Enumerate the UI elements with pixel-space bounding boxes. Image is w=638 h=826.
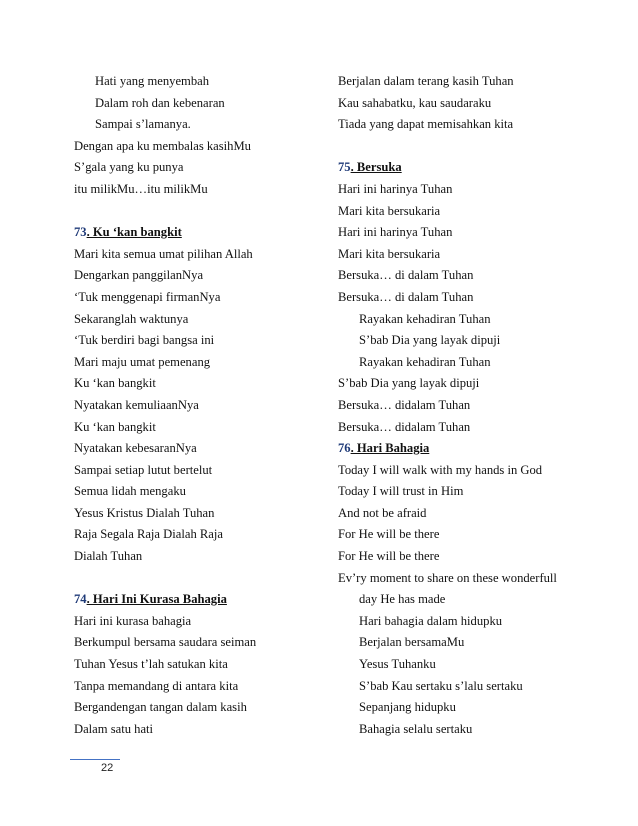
left-column — [74, 71, 329, 740]
lyric-line: Today I will trust in Him — [338, 484, 464, 499]
lyric-line: For He will be there — [338, 527, 440, 542]
lyric-line: Dalam satu hati — [74, 721, 154, 736]
lyric-line: Sampai setiap lutut bertelut — [74, 462, 213, 477]
song-title-text: . Hari Ini Kurasa Bahagia — [86, 592, 227, 607]
lyric-line: Today I will walk with my hands in God — [338, 462, 543, 477]
lyric-line: Mari kita bersukaria — [338, 246, 441, 261]
lyric-line: Mari kita semua umat pilihan Allah — [74, 246, 253, 261]
lyric-line: Bersuka… di dalam Tuhan — [338, 268, 474, 283]
lyric-line: Hari ini harinya Tuhan — [338, 225, 453, 240]
lyric-line: Hari ini kurasa bahagia — [74, 613, 192, 628]
lyric-line: Tiada yang dapat memisahkan kita — [338, 117, 514, 132]
lyric-line: Dalam roh dan kebenaran — [95, 95, 225, 110]
lyric-line: S’bab Kau sertaku s’lalu sertaku — [359, 678, 523, 693]
lyric-line: Semua lidah mengaku — [74, 484, 186, 499]
footer-divider — [70, 759, 120, 760]
lyric-line: day He has made — [359, 592, 446, 607]
lyric-line: ‘Tuk berdiri bagi bangsa ini — [74, 333, 215, 348]
lyric-line: Nyatakan kemuliaanNya — [74, 397, 199, 412]
lyric-line: Sampai s’lamanya. — [95, 117, 191, 132]
right-column — [338, 71, 608, 740]
lyric-line: Berjalan bersamaMu — [359, 635, 465, 650]
lyric-line: Ev’ry moment to share on these wonderfull — [338, 570, 557, 585]
song-number: 74 — [74, 592, 87, 607]
lyric-line: Hari ini harinya Tuhan — [338, 181, 453, 196]
lyric-line: And not be afraid — [338, 505, 427, 520]
lyric-line: Bahagia selalu sertaku — [359, 721, 473, 736]
lyric-line: Tanpa memandang di antara kita — [74, 678, 239, 693]
lyric-line: S’bab Dia yang layak dipuji — [338, 376, 480, 391]
song-title-text: . Ku ‘kan bangkit — [86, 225, 182, 240]
spacer — [74, 568, 329, 590]
song-number: 73 — [74, 225, 87, 240]
song-title-76 — [338, 438, 608, 460]
lyric-line: Ku ‘kan bangkit — [74, 376, 156, 391]
lyric-line: Bersuka… didalam Tuhan — [338, 397, 471, 412]
lyric-line: itu milikMu…itu milikMu — [74, 181, 208, 196]
song-title-73 — [74, 222, 329, 244]
song-title-75 — [338, 157, 608, 179]
spacer — [338, 136, 608, 158]
lyric-line: Dialah Tuhan — [74, 549, 143, 564]
lyric-line: S’bab Dia yang layak dipuji — [359, 333, 501, 348]
lyric-line: Yesus Tuhanku — [359, 657, 436, 672]
lyric-line: Rayakan kehadiran Tuhan — [359, 311, 491, 326]
lyric-line: Raja Segala Raja Dialah Raja — [74, 527, 223, 542]
lyric-line: Ku ‘kan bangkit — [74, 419, 156, 434]
lyric-line: Dengarkan panggilanNya — [74, 268, 204, 283]
song-number: 76 — [338, 441, 351, 456]
page-number: 22 — [101, 762, 114, 774]
song-title-74 — [74, 589, 329, 611]
spacer — [74, 201, 329, 223]
lyric-line: Rayakan kehadiran Tuhan — [359, 354, 491, 369]
lyric-line: Kau sahabatku, kau saudaraku — [338, 95, 492, 110]
lyric-line: Tuhan Yesus t’lah satukan kita — [74, 657, 228, 672]
lyric-line: S’gala yang ku punya — [74, 160, 184, 175]
lyric-line: For He will be there — [338, 549, 440, 564]
lyric-line: Bersuka… di dalam Tuhan — [338, 289, 474, 304]
lyric-line: Hati yang menyembah — [95, 74, 210, 88]
song-number: 75 — [338, 160, 351, 175]
lyric-line: Sepanjang hidupku — [359, 700, 456, 715]
lyric-line: Berjalan dalam terang kasih Tuhan — [338, 74, 514, 88]
lyric-line: Bergandengan tangan dalam kasih — [74, 700, 247, 715]
lyric-line: Berkumpul bersama saudara seiman — [74, 635, 257, 650]
song-title-text: . Bersuka — [350, 160, 402, 175]
lyric-line: Yesus Kristus Dialah Tuhan — [74, 505, 215, 520]
lyric-line: Sekaranglah waktunya — [74, 311, 189, 326]
lyric-line: ‘Tuk menggenapi firmanNya — [74, 289, 221, 304]
lyric-line: Mari kita bersukaria — [338, 203, 441, 218]
lyric-line: Mari maju umat pemenang — [74, 354, 211, 369]
song-title-text: . Hari Bahagia — [350, 441, 430, 456]
lyric-line: Nyatakan kebesaranNya — [74, 441, 197, 456]
lyric-line: Dengan apa ku membalas kasihMu — [74, 138, 251, 153]
lyric-line: Hari bahagia dalam hidupku — [359, 613, 503, 628]
lyric-line: Bersuka… didalam Tuhan — [338, 419, 471, 434]
